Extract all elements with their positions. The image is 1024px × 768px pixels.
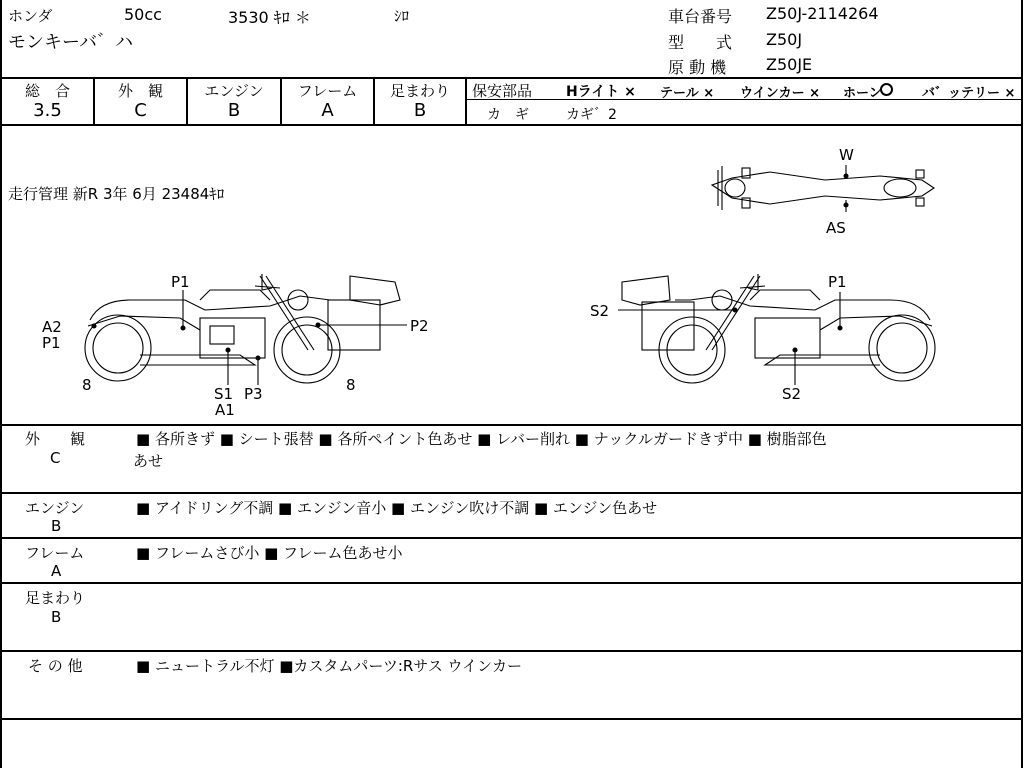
headlight-status: Hライト × [566,84,636,100]
label-right-s2-top: S2 [590,302,610,320]
winker-status: ウインカー × [740,86,821,101]
label-left-p1: P1 [42,334,61,352]
frame-no-label: 車台番号 [668,7,733,26]
label-left-a1: A1 [215,401,235,419]
tail-status: テール × [660,86,715,101]
label-left-8-front: 8 [346,376,356,394]
label-left-p1-top: P1 [171,273,190,291]
overall-label: 総 合 [24,82,70,100]
label-left-s1: S1 [214,385,234,403]
section-frame-text: ■ フレームさび小 ■ フレーム色あせ小 [136,544,403,562]
bike-left-side [85,274,407,385]
horn-label: ホーン [843,86,882,101]
key-value: カギ゛2 [566,107,617,123]
type-label: 型 式 [668,33,733,52]
overall-grade: 3.5 [33,100,62,121]
model-name: モンキーバ゛ハ [8,32,134,53]
frame-grade-label: フレーム [297,82,358,100]
section-engine-title: エンジン [25,499,85,517]
run-management: 走行管理 新R 3年 6月 23484ｷﾛ [8,185,225,203]
section-other-text: ■ ニュートラル不灯 ■カスタムパーツ:Rサス ウインカー [136,657,523,675]
suspension-grade-label: 足まわり [389,82,450,100]
section-exterior-text-cont: あせ [133,452,164,470]
bike-top-view [712,165,934,212]
section-frame-grade: A [51,562,62,580]
label-left-p3: P3 [244,385,263,403]
exterior-label: 外 観 [117,82,163,100]
section-frame-title: フレーム [25,544,85,562]
exterior-grade: C [134,100,147,121]
frame-no: Z50J-2114264 [766,4,879,23]
frame-grade: A [321,100,334,121]
section-suspension-title: 足まわり [25,589,86,607]
key-label: カ ギ [487,107,529,123]
label-right-p1: P1 [828,273,847,291]
bike-right-side [618,274,935,385]
type-value: Z50J [766,30,803,49]
engine-value: Z50JE [766,55,813,74]
battery-status: バ゛ッテリー × [922,86,1016,101]
color: ｼﾛ [394,7,410,25]
section-engine-text: ■ アイドリング不調 ■ エンジン音小 ■ エンジン吹け不調 ■ エンジン色あせ [136,499,658,517]
section-other-title: そ の 他 [28,657,83,675]
section-engine-grade: B [51,517,62,535]
safety-label: 保安部品 [472,82,533,100]
section-suspension-grade: B [51,608,62,626]
label-left-8-rear: 8 [82,376,92,394]
engine-grade-label: エンジン [204,82,264,100]
section-exterior-title: 外 観 [25,430,86,448]
label-left-a2: A2 [42,318,62,336]
maker: ホンダ [8,7,53,25]
section-exterior-text: ■ 各所きず ■ シート張替 ■ 各所ペイント色あせ ■ レバー削れ ■ ナックルガードきず中 ■ 樹脂部色 [136,430,827,448]
suspension-grade: B [413,100,427,121]
displacement: 50cc [124,5,162,24]
engine-label: 原 動 機 [668,58,727,77]
label-as: AS [826,219,846,237]
label-w: W [839,146,854,164]
mileage: 3530 ｷﾛ ＊ [228,8,311,27]
label-left-p2: P2 [410,317,429,335]
label-right-s2-bottom: S2 [782,385,802,403]
section-exterior-grade: C [50,449,61,467]
engine-grade: B [227,100,241,121]
